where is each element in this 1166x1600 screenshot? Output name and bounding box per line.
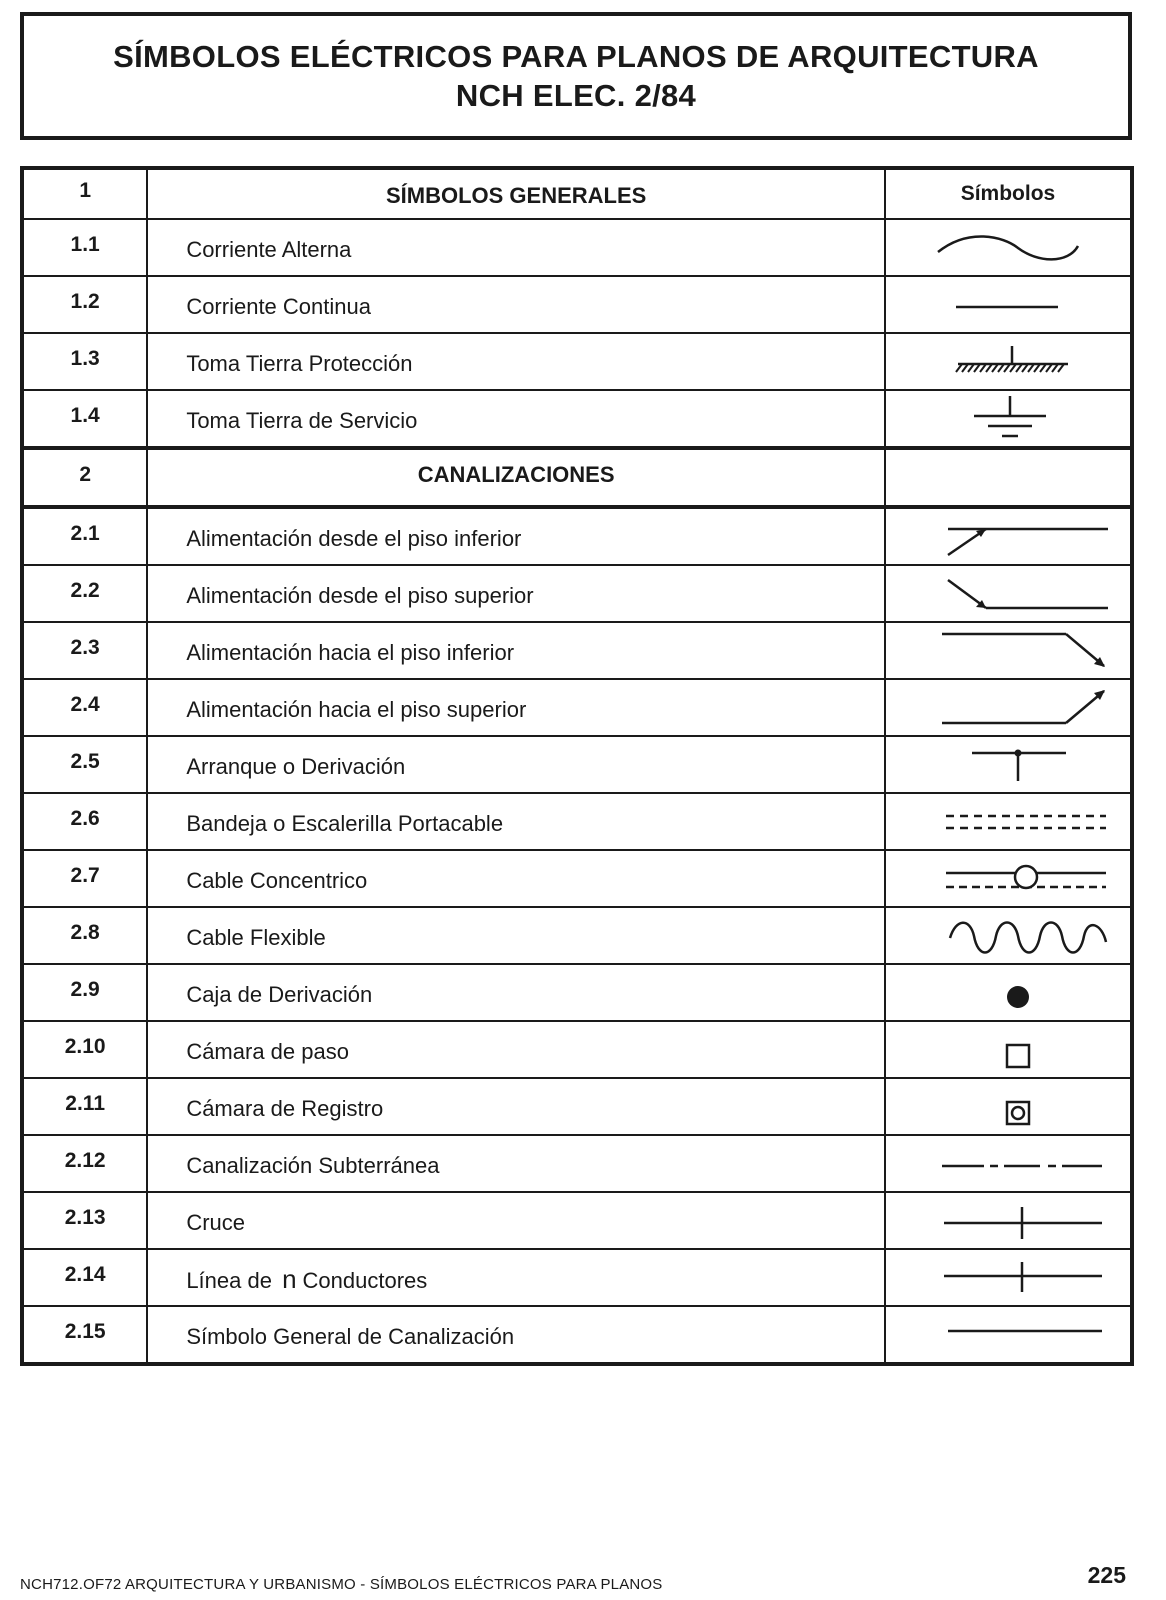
table-row [22,333,1132,390]
table-row [22,1135,1132,1192]
n-conductor-line-icon [908,1256,1108,1300]
underground-conduit-icon [908,1144,1108,1184]
row-label: Símbolo General de Canalización [147,1306,885,1364]
row-label: Toma Tierra Protección [147,333,885,390]
row-number: 2.13 [22,1192,147,1249]
row-number: 2.5 [22,736,147,793]
section-header-1 [22,168,1132,219]
table-row [22,964,1132,1021]
section-heading: CANALIZACIONES [147,448,885,507]
feed-from-upper-floor-icon [908,572,1108,616]
table-row [22,276,1132,333]
row-number: 2.7 [22,850,147,907]
table-row [22,736,1132,793]
branch-icon [908,743,1108,787]
row-number: 2.12 [22,1135,147,1192]
page-number: 225 [1087,1562,1126,1588]
symbols-column-header: Símbolos [885,168,1132,219]
table-row [22,565,1132,622]
table-row [22,850,1132,907]
general-conduit-icon [908,1315,1108,1355]
row-label: Alimentación hacia el piso inferior [147,622,885,679]
row-label: Cruce [147,1192,885,1249]
crossing-icon [908,1199,1108,1243]
row-number: 2.6 [22,793,147,850]
direct-current-icon [908,285,1108,325]
feed-to-upper-floor-icon [908,683,1108,733]
table-row [22,1249,1132,1306]
row-label: Arranque o Derivación [147,736,885,793]
protective-earth-icon [908,340,1108,384]
row-number: 1.4 [22,390,147,448]
document-subtitle: NCH ELEC. 2/84 [455,78,697,113]
row-label: Cámara de Registro [147,1078,885,1135]
symbols-column-empty [885,448,1132,507]
row-label: Alimentación hacia el piso superior [147,679,885,736]
table-row [22,1306,1132,1364]
table-row [22,1078,1132,1135]
table-row [22,1192,1132,1249]
section-number: 1 [22,168,147,219]
footer-reference: NCH712.OF72 ARQUITECTURA Y URBANISMO - SÍMBOLOS ELÉCTRICOS PARA PLANOS [20,1576,663,1593]
table-row [22,793,1132,850]
cable-tray-icon [908,802,1108,842]
service-earth-icon [908,394,1108,444]
row-label: Línea de n Conductores [147,1249,885,1306]
row-label: Alimentación desde el piso superior [147,565,885,622]
row-number: 2.4 [22,679,147,736]
row-label: Cable Concentrico [147,850,885,907]
document-title: SÍMBOLOS ELÉCTRICOS PARA PLANOS DE ARQUITECTURA [113,39,1039,74]
row-label: Corriente Alterna [147,219,885,276]
section-header-2 [22,448,1132,507]
row-label: Alimentación desde el piso inferior [147,507,885,565]
inspection-chamber-icon [908,1085,1108,1129]
row-number: 2.11 [22,1078,147,1135]
row-number: 2.9 [22,964,147,1021]
row-label: Corriente Continua [147,276,885,333]
symbols-table [20,166,1134,1366]
row-number: 1.2 [22,276,147,333]
row-number: 1.1 [22,219,147,276]
feed-from-lower-floor-icon [908,515,1108,559]
row-number: 2.1 [22,507,147,565]
row-number: 1.3 [22,333,147,390]
row-number: 2.15 [22,1306,147,1364]
table-row [22,219,1132,276]
row-label: Cable Flexible [147,907,885,964]
title-box [20,12,1132,140]
table-row [22,507,1132,565]
row-number: 2.8 [22,907,147,964]
flexible-cable-icon [908,914,1108,958]
junction-box-icon [908,971,1108,1015]
table-row [22,907,1132,964]
section-number: 2 [22,448,147,507]
feed-to-lower-floor-icon [908,626,1108,676]
row-label: Bandeja o Escalerilla Portacable [147,793,885,850]
concentric-cable-icon [908,857,1108,901]
table-row [22,622,1132,679]
row-number: 2.14 [22,1249,147,1306]
pass-chamber-icon [908,1028,1108,1072]
row-number: 2.10 [22,1021,147,1078]
row-label: Toma Tierra de Servicio [147,390,885,448]
row-number: 2.2 [22,565,147,622]
row-label: Cámara de paso [147,1021,885,1078]
table-row [22,1021,1132,1078]
table-row [22,679,1132,736]
row-label: Canalización Subterránea [147,1135,885,1192]
row-label: Caja de Derivación [147,964,885,1021]
alternating-current-icon [908,228,1108,268]
row-number: 2.3 [22,622,147,679]
table-row [22,390,1132,448]
section-heading: SÍMBOLOS GENERALES [147,168,885,219]
